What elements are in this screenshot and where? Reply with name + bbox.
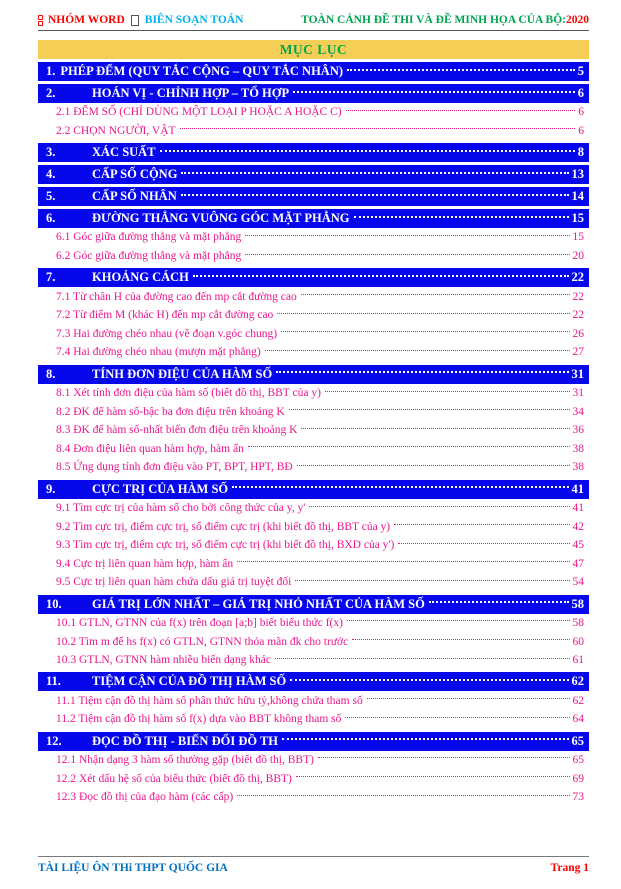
toc-entry-page-number: 69 xyxy=(572,772,584,785)
dot-leader xyxy=(346,110,576,111)
toc-entry-page-number: 62 xyxy=(572,694,584,707)
footer-page-label: Trang 1 xyxy=(550,862,589,874)
toc-subsection-row[interactable] xyxy=(38,517,589,536)
toc-entry-title: 8.5 Ứng dụng tính đơn điệu vào PT, BPT, HPT, BĐ xyxy=(56,461,293,474)
toc-entry-page-number: 27 xyxy=(572,346,584,359)
toc-entry-page-number: 45 xyxy=(572,539,584,552)
toc-entry-title: 9.1 Tìm cực trị của hàm số cho bởi công thức của y, y' xyxy=(56,502,306,515)
toc-entry-title: 9.2 Tìm cực trị, điểm cực trị, số điểm cực trị (khi biết đồ thị, BBT của y) xyxy=(56,520,391,533)
dot-leader xyxy=(277,313,569,314)
toc-subsection-row[interactable] xyxy=(38,228,589,247)
toc-section-number: 11. xyxy=(46,674,61,689)
toc-entry-page-number: 38 xyxy=(572,461,584,474)
toc-entry-page-number: 22 xyxy=(572,309,584,322)
toc-section-row[interactable] xyxy=(38,62,589,81)
toc-section-row[interactable] xyxy=(38,165,589,184)
toc-entry-page-number: 15 xyxy=(572,231,584,244)
dot-leader xyxy=(181,172,568,174)
toc-subsection-row[interactable] xyxy=(38,691,589,710)
header-left xyxy=(38,14,243,26)
toc-subsection-row[interactable] xyxy=(38,555,589,574)
toc-entry-title: 12.3 Đọc đồ thị của đạo hàm (các cấp) xyxy=(56,791,234,804)
header-year: 2020 xyxy=(566,14,589,26)
dot-leader xyxy=(289,409,570,410)
toc-entry-page-number: 41 xyxy=(572,502,584,515)
toc-entry-title: GIÁ TRỊ LỚN NHẤT – GIÁ TRỊ NHỎ NHẤT CỦA HÀM SỐ xyxy=(92,596,425,611)
toc-entry-title: 8.3 ĐK để hàm số-nhất biến đơn điệu trên khoảng K xyxy=(56,424,298,437)
group-label: NHÓM WORD xyxy=(48,14,125,26)
toc-subsection-row[interactable] xyxy=(38,325,589,344)
toc-entry-page-number: 22 xyxy=(572,290,584,303)
toc-subsection-row[interactable] xyxy=(38,614,589,633)
toc-section-row[interactable] xyxy=(38,268,589,287)
toc-section-row[interactable] xyxy=(38,365,589,384)
toc-entry-page-number: 6 xyxy=(577,86,584,100)
dot-leader xyxy=(318,757,570,758)
toc-entry-page-number: 38 xyxy=(572,442,584,455)
toc-entry-page-number: 5 xyxy=(577,64,584,78)
toc-section-row[interactable] xyxy=(38,672,589,691)
dot-leader xyxy=(282,738,568,740)
toc-subsection-row[interactable] xyxy=(38,458,589,477)
page-footer xyxy=(38,856,589,874)
toc-entry-page-number: 8 xyxy=(577,145,584,160)
toc-section-number: 6. xyxy=(46,211,56,226)
dot-leader xyxy=(295,580,569,581)
toc-entry-page-number: 6 xyxy=(578,106,584,119)
toc-entry-page-number: 34 xyxy=(572,405,584,418)
toc-section-number: 8. xyxy=(46,366,56,381)
toc-entry-page-number: 31 xyxy=(571,366,584,381)
toc-section-row[interactable] xyxy=(38,84,589,103)
toc-section-row[interactable] xyxy=(38,143,589,162)
toc-entry-page-number: 47 xyxy=(572,557,584,570)
toc-entry-title: 8.4 Đơn điệu liên quan hàm hợp, hàm ẩn xyxy=(56,442,244,455)
toc-entry-page-number: 64 xyxy=(572,713,584,726)
toc-section-number: 1. xyxy=(46,64,56,78)
footer-document-label: TÀI LIỆU ÔN THi THPT QUỐC GIA xyxy=(38,862,228,874)
toc-entry-title: 10.2 Tìm m để hs f(x) có GTLN, GTNN thỏa mãn đk cho trước xyxy=(56,635,349,648)
toc-subsection-row[interactable] xyxy=(38,536,589,555)
toc-entry-title: TIỆM CẬN CỦA ĐỒ THỊ HÀM SỐ xyxy=(92,674,287,689)
dot-leader xyxy=(160,150,575,152)
missing-glyph-box-icon xyxy=(131,15,139,26)
toc-entry-title: 2.1 ĐẾM SỐ (CHỈ DÙNG MỘT LOẠI P HOẶC A HOẶC C) xyxy=(56,106,342,119)
toc-entry-title: 12.2 Xét dấu hệ số của biểu thức (biết đồ thị, BBT) xyxy=(56,772,292,785)
toc-entry-title: 8.2 ĐK để hàm số-bậc ba đơn điệu trên khoảng K xyxy=(56,405,285,418)
toc-subsection-row[interactable] xyxy=(38,710,589,729)
toc-subsection-row[interactable] xyxy=(38,769,589,788)
toc-banner xyxy=(38,40,589,59)
toc-entry-title: 10.1 GTLN, GTNN của f(x) trên đoạn [a;b] biết biểu thức f(x) xyxy=(56,616,343,629)
toc-subsection-row[interactable] xyxy=(38,632,589,651)
toc-subsection-row[interactable] xyxy=(38,651,589,670)
toc-subsection-row[interactable] xyxy=(38,788,589,807)
toc-entry-page-number: 58 xyxy=(572,616,584,629)
toc-entry-page-number: 20 xyxy=(572,250,584,263)
toc-section-number: 3. xyxy=(46,145,56,160)
toc-entry-page-number: 31 xyxy=(572,387,584,400)
toc-section-number: 12. xyxy=(46,733,62,748)
dot-leader xyxy=(245,254,569,255)
toc-list xyxy=(38,62,589,806)
dot-leader xyxy=(301,428,569,429)
toc-subsection-row[interactable] xyxy=(38,103,589,122)
toc-entry-title: 9.3 Tìm cực trị, điểm cực trị, số điểm cực trị (khi biết đồ thị, BXD của y') xyxy=(56,539,395,552)
toc-entry-title: CẤP SỐ NHÂN xyxy=(92,189,177,204)
toc-subsection-row[interactable] xyxy=(38,440,589,459)
toc-entry-title: 9.4 Cực trị liên quan hàm hợp, hàm ẩn xyxy=(56,557,234,570)
dot-leader xyxy=(367,698,570,699)
dot-leader xyxy=(290,679,568,681)
dot-leader xyxy=(354,216,569,218)
toc-section-number: 4. xyxy=(46,167,56,182)
toc-entry-title: TÍNH ĐƠN ĐIỆU CỦA HÀM SỐ xyxy=(92,366,273,381)
toc-entry-page-number: 54 xyxy=(572,576,584,589)
toc-entry-page-number: 15 xyxy=(571,211,584,226)
toc-entry-page-number: 60 xyxy=(572,635,584,648)
toc-subsection-row[interactable] xyxy=(38,421,589,440)
dot-leader xyxy=(248,446,570,447)
dot-leader xyxy=(181,194,569,196)
toc-subsection-row[interactable] xyxy=(38,343,589,362)
toc-section-number: 5. xyxy=(46,189,56,204)
toc-section-number: 10. xyxy=(46,596,62,611)
toc-subsection-row[interactable] xyxy=(38,499,589,518)
toc-entry-title: 2.2 CHỌN NGƯỜI, VẬT xyxy=(56,124,176,137)
toc-section-row[interactable] xyxy=(38,187,589,206)
toc-entry-page-number: 61 xyxy=(572,654,584,667)
dot-leader xyxy=(347,69,575,71)
toc-entry-page-number: 26 xyxy=(572,327,584,340)
dot-leader xyxy=(281,331,569,332)
team-label: BIÊN SOẠN TOÁN xyxy=(144,14,244,26)
toc-subsection-row[interactable] xyxy=(38,247,589,266)
toc-subsection-row[interactable] xyxy=(38,573,589,592)
page-header xyxy=(38,14,589,31)
dot-leader xyxy=(193,275,569,277)
toc-entry-title: CẤP SỐ CỘNG xyxy=(92,167,178,182)
toc-entry-page-number: 65 xyxy=(571,733,584,748)
toc-entry-title: ĐỌC ĐỒ THỊ - BIẾN ĐỔI ĐỒ TH xyxy=(92,733,279,748)
toc-entry-title: 11.2 Tiệm cận đồ thị hàm số f(x) dựa vào BBT không tham số xyxy=(56,713,342,726)
toc-entry-title: 9.5 Cực trị liên quan hàm chứa dấu giá trị tuyệt đối xyxy=(56,576,292,589)
dot-leader xyxy=(276,371,568,373)
toc-entry-title: 6.1 Góc giữa đường thẳng và mặt phẳng xyxy=(56,231,242,244)
header-title: TOÀN CẢNH ĐỀ THI VÀ ĐỀ MINH HỌA CỦA BỘ: xyxy=(301,14,566,26)
toc-section-row[interactable] xyxy=(38,732,589,751)
dot-leader xyxy=(394,524,569,525)
dot-leader xyxy=(429,601,569,603)
toc-entry-title: 6.2 Góc giữa đường thẳng và mặt phẳng xyxy=(56,250,242,263)
toc-entry-page-number: 41 xyxy=(571,481,584,496)
toc-entry-page-number: 14 xyxy=(571,189,584,204)
toc-entry-title: 8.1 Xét tính đơn điệu của hàm số (biết đồ thị, BBT của y) xyxy=(56,387,321,400)
toc-section-number: 9. xyxy=(46,481,56,496)
dot-leader xyxy=(347,620,570,621)
toc-entry-title: 7.4 Hai đường chéo nhau (mượn mặt phẳng) xyxy=(56,346,261,359)
dot-leader xyxy=(237,795,569,796)
toc-subsection-row[interactable] xyxy=(38,384,589,403)
dot-leader xyxy=(237,561,569,562)
dot-leader xyxy=(180,128,576,129)
dot-leader xyxy=(398,543,569,544)
toc-section-row[interactable] xyxy=(38,595,589,614)
toc-subsection-row[interactable] xyxy=(38,402,589,421)
toc-entry-title: CỰC TRỊ CỦA HÀM SỐ xyxy=(92,481,229,496)
toc-subsection-row[interactable] xyxy=(38,287,589,306)
toc-section-number: 2. xyxy=(46,86,56,100)
dot-leader xyxy=(325,391,570,392)
toc-section-number: 7. xyxy=(46,270,56,285)
toc-entry-title: KHOẢNG CÁCH xyxy=(92,270,189,285)
toc-subsection-row[interactable] xyxy=(38,306,589,325)
dot-leader xyxy=(352,639,569,640)
toc-entry-title: XÁC SUẤT xyxy=(92,145,156,160)
dot-leader xyxy=(345,717,569,718)
dot-leader xyxy=(301,294,570,295)
dot-leader xyxy=(297,465,570,466)
toc-entry-title: HOÁN VỊ - CHỈNH HỢP – TỔ HỢP xyxy=(92,86,290,100)
toc-entry-page-number: 65 xyxy=(572,753,584,766)
toc-entry-page-number: 42 xyxy=(572,520,584,533)
toc-entry-title: 7.3 Hai đường chéo nhau (vẽ đoạn v.góc chung) xyxy=(56,327,278,340)
toc-subsection-row[interactable] xyxy=(38,122,589,141)
toc-entry-page-number: 62 xyxy=(571,674,584,689)
toc-subsection-row[interactable] xyxy=(38,751,589,770)
toc-entry-title: 7.1 Từ chân H của đường cao đến mp cắt đường cao xyxy=(56,290,297,303)
dot-leader xyxy=(245,235,569,236)
toc-entry-title: 11.1 Tiệm cận đồ thị hàm số phân thức hữu tỷ,không chứa tham số xyxy=(56,694,363,707)
toc-entry-page-number: 73 xyxy=(572,791,584,804)
dot-leader xyxy=(296,776,570,777)
toc-entry-page-number: 6 xyxy=(578,124,584,137)
dot-leader xyxy=(275,658,570,659)
toc-entry-title: PHÉP ĐẾM (QUY TẮC CỘNG – QUY TẮC NHÂN) xyxy=(60,64,344,78)
header-right xyxy=(301,14,589,26)
toc-entry-page-number: 36 xyxy=(572,424,584,437)
dot-leader xyxy=(232,486,568,488)
toc-entry-page-number: 13 xyxy=(571,167,584,182)
toc-entry-page-number: 58 xyxy=(571,596,584,611)
toc-entry-title: ĐƯỜNG THẲNG VUÔNG GÓC MẶT PHẲNG xyxy=(92,211,350,226)
dot-leader xyxy=(293,91,575,93)
dot-leader xyxy=(309,506,569,507)
word-group-icon xyxy=(38,15,43,26)
dot-leader xyxy=(265,350,570,351)
toc-entry-title: 7.2 Từ điểm M (khác H) đến mp cắt đường cao xyxy=(56,309,274,322)
toc-entry-page-number: 22 xyxy=(571,270,584,285)
toc-section-row[interactable] xyxy=(38,209,589,228)
toc-banner-title: MỤC LỤC xyxy=(279,41,348,57)
toc-entry-title: 12.1 Nhận dạng 3 hàm số thường gặp (biết đồ thị, BBT) xyxy=(56,753,314,766)
toc-entry-title: 10.3 GTLN, GTNN hàm nhiều biến dạng khác xyxy=(56,654,271,667)
toc-section-row[interactable] xyxy=(38,480,589,499)
